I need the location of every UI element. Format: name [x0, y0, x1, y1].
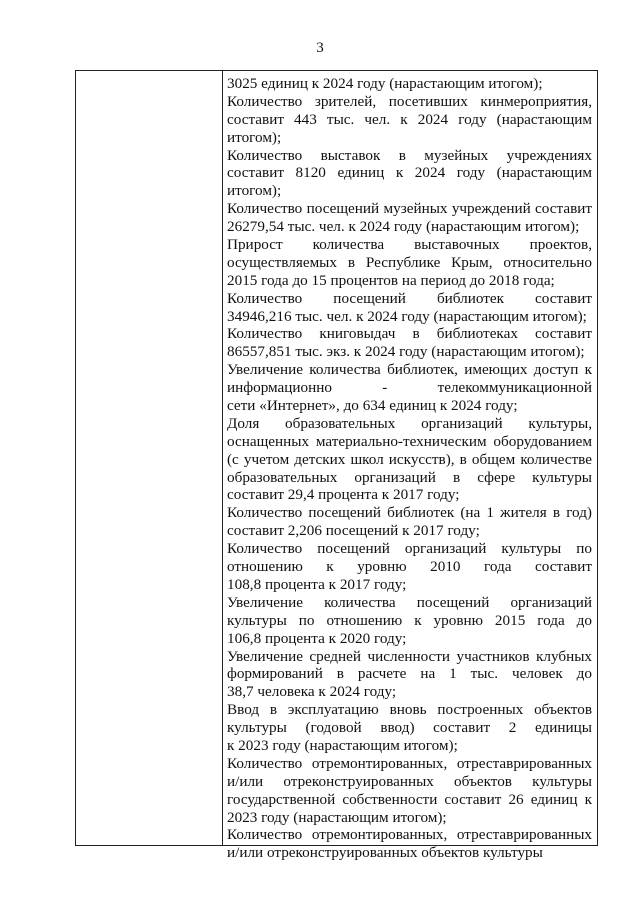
text-line: (с учетом детских школ искусств), в общем количестве: [227, 450, 592, 468]
indicator-paragraph: [227, 325, 592, 361]
text-line: итогом);: [227, 128, 282, 146]
text-line: Количество посещений организаций культуры по: [227, 540, 592, 558]
text-line: Увеличение количества библиотек, имеющих доступ к: [227, 361, 592, 379]
text-line: 2015 года до 15 процентов на период до 2018 года;: [227, 271, 555, 289]
document-table: [75, 70, 598, 862]
indicator-paragraph: [227, 200, 592, 236]
text-line: 34946,216 тыс. чел. к 2024 году (нарастающим итогом);: [227, 307, 587, 325]
text-line: Прирост количества выставочных проектов,: [227, 236, 592, 254]
text-line: Ввод в эксплуатацию вновь построенных объектов: [227, 701, 592, 719]
text-line: и/или отреконструированных объектов культуры: [227, 772, 592, 790]
text-line: Количество зрителей, посетивших кинмероприятия,: [227, 92, 592, 110]
text-line: образовательных организаций в сфере культуры: [227, 468, 592, 486]
text-line: Количество посещений библиотек составит: [227, 289, 592, 307]
column-divider: [222, 71, 223, 845]
text-line: формирований в расчете на 1 тыс. человек до: [227, 665, 592, 683]
text-line: составит 29,4 процента к 2017 году;: [227, 486, 460, 504]
text-line: составит 8120 единиц к 2024 году (нарастающим: [227, 164, 592, 182]
indicator-paragraph: [227, 755, 592, 827]
text-line: Количество выставок в музейных учреждениях: [227, 146, 592, 164]
text-line: Увеличение количества посещений организаций: [227, 593, 592, 611]
text-line: Количество посещений библиотек (на 1 жителя в год): [227, 504, 592, 522]
indicator-paragraph: [227, 361, 592, 415]
text-line: государственной собственности составит 26 единиц к: [227, 790, 592, 808]
text-line: культуры по отношению к уровню 2015 года до: [227, 611, 592, 629]
text-line: Количество отремонтированных, отреставрированных: [227, 826, 592, 844]
text-line: Количество книговыдач в библиотеках составит: [227, 325, 592, 343]
text-line: осуществляемых в Республике Крым, относительно: [227, 253, 592, 271]
text-line: 106,8 процента к 2020 году;: [227, 629, 407, 647]
page-number: 3: [316, 40, 324, 56]
indicator-paragraph: [227, 415, 592, 504]
indicator-paragraph: [227, 826, 592, 862]
text-line: сети «Интернет», до 634 единиц к 2024 году;: [227, 397, 518, 415]
text-line: составит 443 тыс. чел. к 2024 году (нарастающим: [227, 110, 592, 128]
indicator-paragraph: [227, 75, 592, 93]
text-line: 3025 единиц к 2024 году (нарастающим итогом);: [227, 75, 543, 92]
text-line: 26279,54 тыс. чел. к 2024 году (нарастающим итогом);: [227, 218, 580, 236]
text-line: информационно - телекоммуникационной: [227, 379, 592, 397]
indicator-paragraph: [227, 648, 592, 702]
table-right-cell: [227, 75, 592, 862]
indicator-paragraph: [227, 594, 592, 648]
table-left-cell: [76, 71, 222, 845]
text-line: отношению к уровню 2010 года составит: [227, 558, 592, 576]
text-line: культуры (годовой ввод) составит 2 единицы: [227, 719, 592, 737]
indicator-paragraph: [227, 504, 592, 540]
text-line: и/или отреконструированных объектов культуры: [227, 844, 543, 862]
text-line: Доля образовательных организаций культуры,: [227, 414, 592, 432]
text-line: Количество отремонтированных, отреставрированных: [227, 754, 592, 772]
text-line: Увеличение средней численности участников клубных: [227, 647, 592, 665]
indicator-paragraph: [227, 290, 592, 326]
indicator-paragraph: [227, 93, 592, 147]
text-line: 38,7 человека к 2024 году;: [227, 683, 397, 701]
text-line: 2023 году (нарастающим итогом);: [227, 808, 447, 826]
text-line: 108,8 процента к 2017 году;: [227, 575, 407, 593]
indicator-paragraph: [227, 540, 592, 594]
indicator-paragraph: [227, 236, 592, 290]
text-line: оснащенных материально-техническим оборудованием: [227, 432, 592, 450]
text-line: к 2023 году (нарастающим итогом);: [227, 736, 458, 754]
indicator-paragraph: [227, 701, 592, 755]
text-line: 86557,851 тыс. экз. к 2024 году (нарастающим итогом);: [227, 343, 585, 361]
indicator-paragraph: [227, 147, 592, 201]
text-line: составит 2,206 посещений к 2017 году;: [227, 522, 480, 540]
text-line: Количество посещений музейных учреждений составит: [227, 200, 592, 218]
text-line: итогом);: [227, 182, 282, 200]
